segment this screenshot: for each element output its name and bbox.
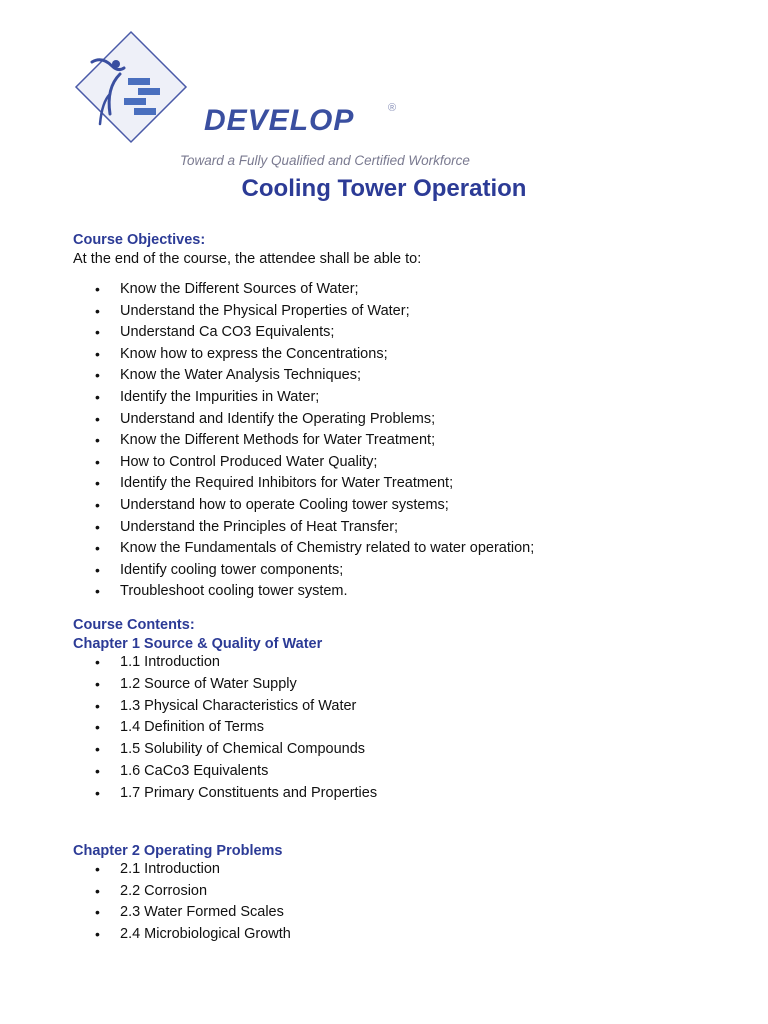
list-item: • 1.3 Physical Characteristics of Water (73, 696, 377, 718)
list-item: • Know the Different Methods for Water Treatment; (73, 430, 534, 452)
list-item: • Understand how to operate Cooling tower systems; (73, 495, 534, 517)
list-item: • 1.7 Primary Constituents and Properties (73, 783, 377, 805)
list-item: • Know the Fundamentals of Chemistry related to water operation; (73, 538, 534, 560)
list-item: • Understand and Identify the Operating Problems; (73, 409, 534, 431)
brand-name: DEVELOP (204, 104, 355, 137)
chapter1-title: Chapter 1 Source & Quality of Water (73, 636, 323, 652)
list-item: • Know the Different Sources of Water; (73, 279, 534, 301)
list-item: • How to Control Produced Water Quality; (73, 452, 534, 474)
brand-tagline: Toward a Fully Qualified and Certified Workforce (180, 153, 470, 168)
list-item: • Know how to express the Concentrations; (73, 344, 534, 366)
list-item: • 1.2 Source of Water Supply (73, 674, 377, 696)
list-item: • 2.3 Water Formed Scales (73, 902, 291, 924)
list-item: • Understand the Physical Properties of Water; (73, 301, 534, 323)
list-item: • Identify cooling tower components; (73, 560, 534, 582)
registered-mark: ® (388, 102, 397, 114)
chapter2-list (73, 859, 291, 945)
list-item: • 1.5 Solubility of Chemical Compounds (73, 739, 377, 761)
page-title: Cooling Tower Operation (241, 175, 527, 202)
list-item: • Troubleshoot cooling tower system. (73, 581, 534, 603)
list-item: • Identify the Required Inhibitors for Water Treatment; (73, 473, 534, 495)
list-item: • Understand the Principles of Heat Transfer; (73, 517, 534, 539)
chapter2-title: Chapter 2 Operating Problems (73, 843, 283, 859)
chapter1-list (73, 652, 377, 805)
develop-logo-icon (72, 28, 190, 146)
objectives-intro: At the end of the course, the attendee shall be able to: (73, 251, 422, 267)
header (72, 28, 532, 168)
list-item: • 2.2 Corrosion (73, 881, 291, 903)
list-item: • Know the Water Analysis Techniques; (73, 365, 534, 387)
list-item: • Identify the Impurities in Water; (73, 387, 534, 409)
list-item: • 2.4 Microbiological Growth (73, 924, 291, 946)
objectives-heading: Course Objectives: (73, 232, 206, 248)
list-item: • 2.1 Introduction (73, 859, 291, 881)
list-item: • 1.4 Definition of Terms (73, 717, 377, 739)
list-item: • 1.6 CaCo3 Equivalents (73, 761, 377, 783)
objectives-list (73, 279, 534, 603)
list-item: • Understand Ca CO3 Equivalents; (73, 322, 534, 344)
list-item: • 1.1 Introduction (73, 652, 377, 674)
contents-heading: Course Contents: (73, 617, 195, 633)
